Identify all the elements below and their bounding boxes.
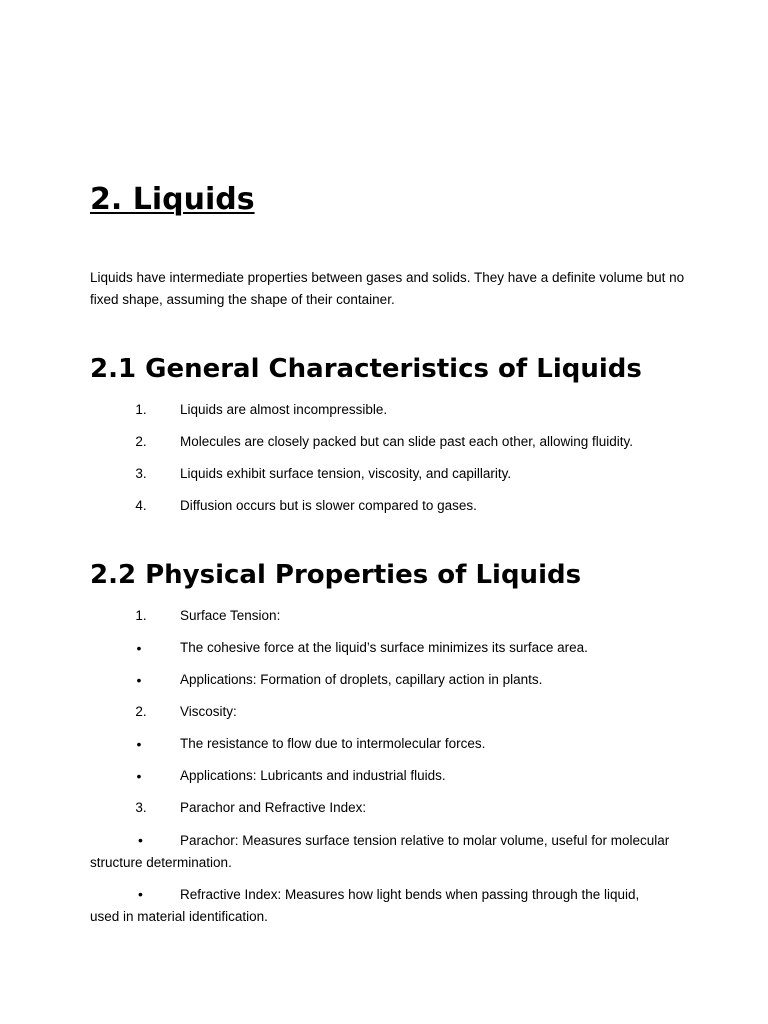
list-number: 3. <box>135 800 147 815</box>
wrapped-bullet-text: Refractive Index: Measures how light bends when passing through the liquid, used in material identification. <box>90 887 640 924</box>
bullet-item <box>0 669 768 691</box>
wrapped-bullet-item <box>90 829 670 874</box>
bullet-icon-wrapper <box>90 829 180 851</box>
chapter-heading: 2. Liquids <box>90 182 255 217</box>
list-item <box>0 399 768 421</box>
bullet-icon: • <box>136 768 142 784</box>
bullet-item <box>0 733 768 755</box>
bullet-icon: • <box>138 886 143 902</box>
list-item-text: Parachor and Refractive Index: <box>180 800 367 815</box>
list-item <box>0 797 768 819</box>
list-item-text: Liquids exhibit surface tension, viscosity, and capillarity. <box>180 466 512 481</box>
list-item <box>0 495 768 517</box>
list-item-text: Liquids are almost incompressible. <box>180 402 388 417</box>
list-number: 4. <box>135 498 147 513</box>
list-item <box>0 701 768 723</box>
wrapped-bullet-item <box>90 883 670 928</box>
bullet-icon: • <box>136 640 142 656</box>
list-item <box>0 463 768 485</box>
list-number: 1. <box>135 608 147 623</box>
list-item-text: Diffusion occurs but is slower compared to gases. <box>180 498 477 513</box>
bullet-item-text: Applications: Formation of droplets, capillary action in plants. <box>180 672 543 687</box>
bullet-icon-wrapper <box>90 883 180 905</box>
bullet-item <box>0 637 768 659</box>
section-heading-general-characteristics: 2.1 General Characteristics of Liquids <box>90 354 642 384</box>
bullet-item-text: Applications: Lubricants and industrial fluids. <box>180 768 446 783</box>
list-item-text: Viscosity: <box>180 704 237 719</box>
wrapped-bullet-text: Parachor: Measures surface tension relative to molar volume, useful for molecular structure determination. <box>90 833 670 870</box>
list-number: 2. <box>135 434 147 449</box>
bullet-item <box>0 765 768 787</box>
list-number: 2. <box>135 704 147 719</box>
list-item-text: Molecules are closely packed but can slide past each other, allowing fluidity. <box>180 434 634 449</box>
list-number: 3. <box>135 466 147 481</box>
list-item <box>0 431 768 453</box>
list-number: 1. <box>135 402 147 417</box>
bullet-item-text: The cohesive force at the liquid’s surface minimizes its surface area. <box>180 640 588 655</box>
list-item <box>0 605 768 627</box>
intro-paragraph: Liquids have intermediate properties between gases and solids. They have a definite volume but no fixed shape, assuming the shape of their container. <box>90 270 685 307</box>
section-heading-physical-properties: 2.2 Physical Properties of Liquids <box>90 560 582 590</box>
bullet-icon: • <box>136 672 142 688</box>
bullet-item-text: The resistance to flow due to intermolecular forces. <box>180 736 486 751</box>
bullet-icon: • <box>136 736 142 752</box>
bullet-icon: • <box>138 832 143 848</box>
list-item-text: Surface Tension: <box>180 608 281 623</box>
